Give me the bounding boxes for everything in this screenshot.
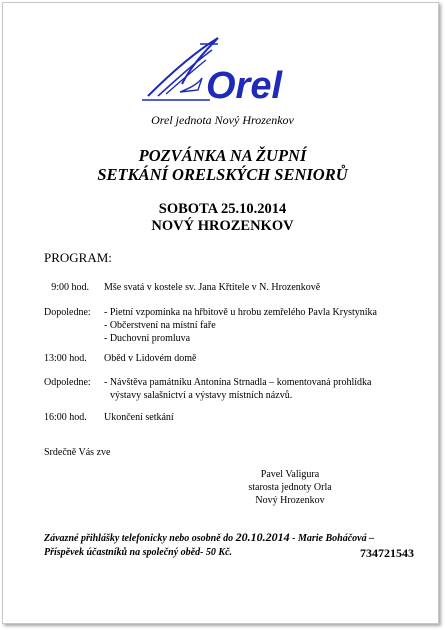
footer-line-1	[44, 530, 414, 546]
title-line-2: SETKÁNÍ ORELSKÝCH SENIORŮ	[97, 165, 348, 184]
program-time: 16:00 hod.	[44, 412, 87, 423]
registration-footer	[44, 530, 414, 560]
program-text: Oběd v Lidovém domě	[104, 353, 197, 364]
program-text: Ukončení setkání	[104, 412, 174, 423]
program-time: 9:00 hod.	[51, 282, 89, 293]
signature-place: Nový Hrozenkov	[255, 495, 325, 506]
event-date-block	[0, 201, 445, 235]
footer-text: Závazné přihlášky telefonicky nebo osobně do	[44, 533, 236, 544]
signature-role: starosta jednoty Orla	[248, 482, 332, 493]
program-time: Dopoledne:	[44, 307, 91, 318]
phone-number: 734721543	[360, 546, 414, 560]
program-text	[104, 376, 404, 402]
program-line: - Pietní vzpomínka na hřbitově u hrobu zemřelého Pavla Krystyníka	[104, 307, 377, 318]
title-line-1: POZVÁNKA NA ŽUPNÍ	[138, 146, 307, 165]
logo-text: Orel	[206, 65, 283, 106]
program-text	[104, 306, 404, 345]
program-time: 13:00 hod.	[44, 353, 87, 364]
program-line: výstavy salašnictví a výstavy místních názvů.	[110, 390, 293, 401]
contact-name: - Marie Boháčová –	[289, 533, 375, 544]
signature-block	[220, 468, 360, 507]
orel-logo	[140, 34, 315, 106]
program-time: Odpoledne:	[44, 377, 91, 388]
event-place: NOVÝ HROZENKOV	[151, 218, 294, 234]
greeting: Srdečně Vás zve	[44, 447, 111, 458]
program-line: - Duchovní promluva	[104, 333, 191, 344]
organization-name: Orel jednota Nový Hrozenkov	[151, 113, 294, 127]
deadline-date: 20.10.2014	[235, 530, 290, 544]
signature-name: Pavel Valigura	[260, 469, 320, 480]
footer-line-2	[44, 546, 414, 560]
program-line: - Občerstvení na místní faře	[104, 320, 216, 331]
event-date: SOBOTA 25.10.2014	[158, 201, 287, 217]
program-heading: PROGRAM:	[44, 250, 112, 265]
contribution-text: Příspěvek účastníků na společný oběd- 50 Kč.	[44, 547, 233, 558]
program-text: Mše svatá v kostele sv. Jana Křtitele v N. Hrozenkově	[104, 282, 321, 293]
invitation-title	[0, 146, 445, 184]
program-line: - Návštěva památníku Antonína Strnadla – komentovaná prohlídka	[104, 377, 372, 388]
